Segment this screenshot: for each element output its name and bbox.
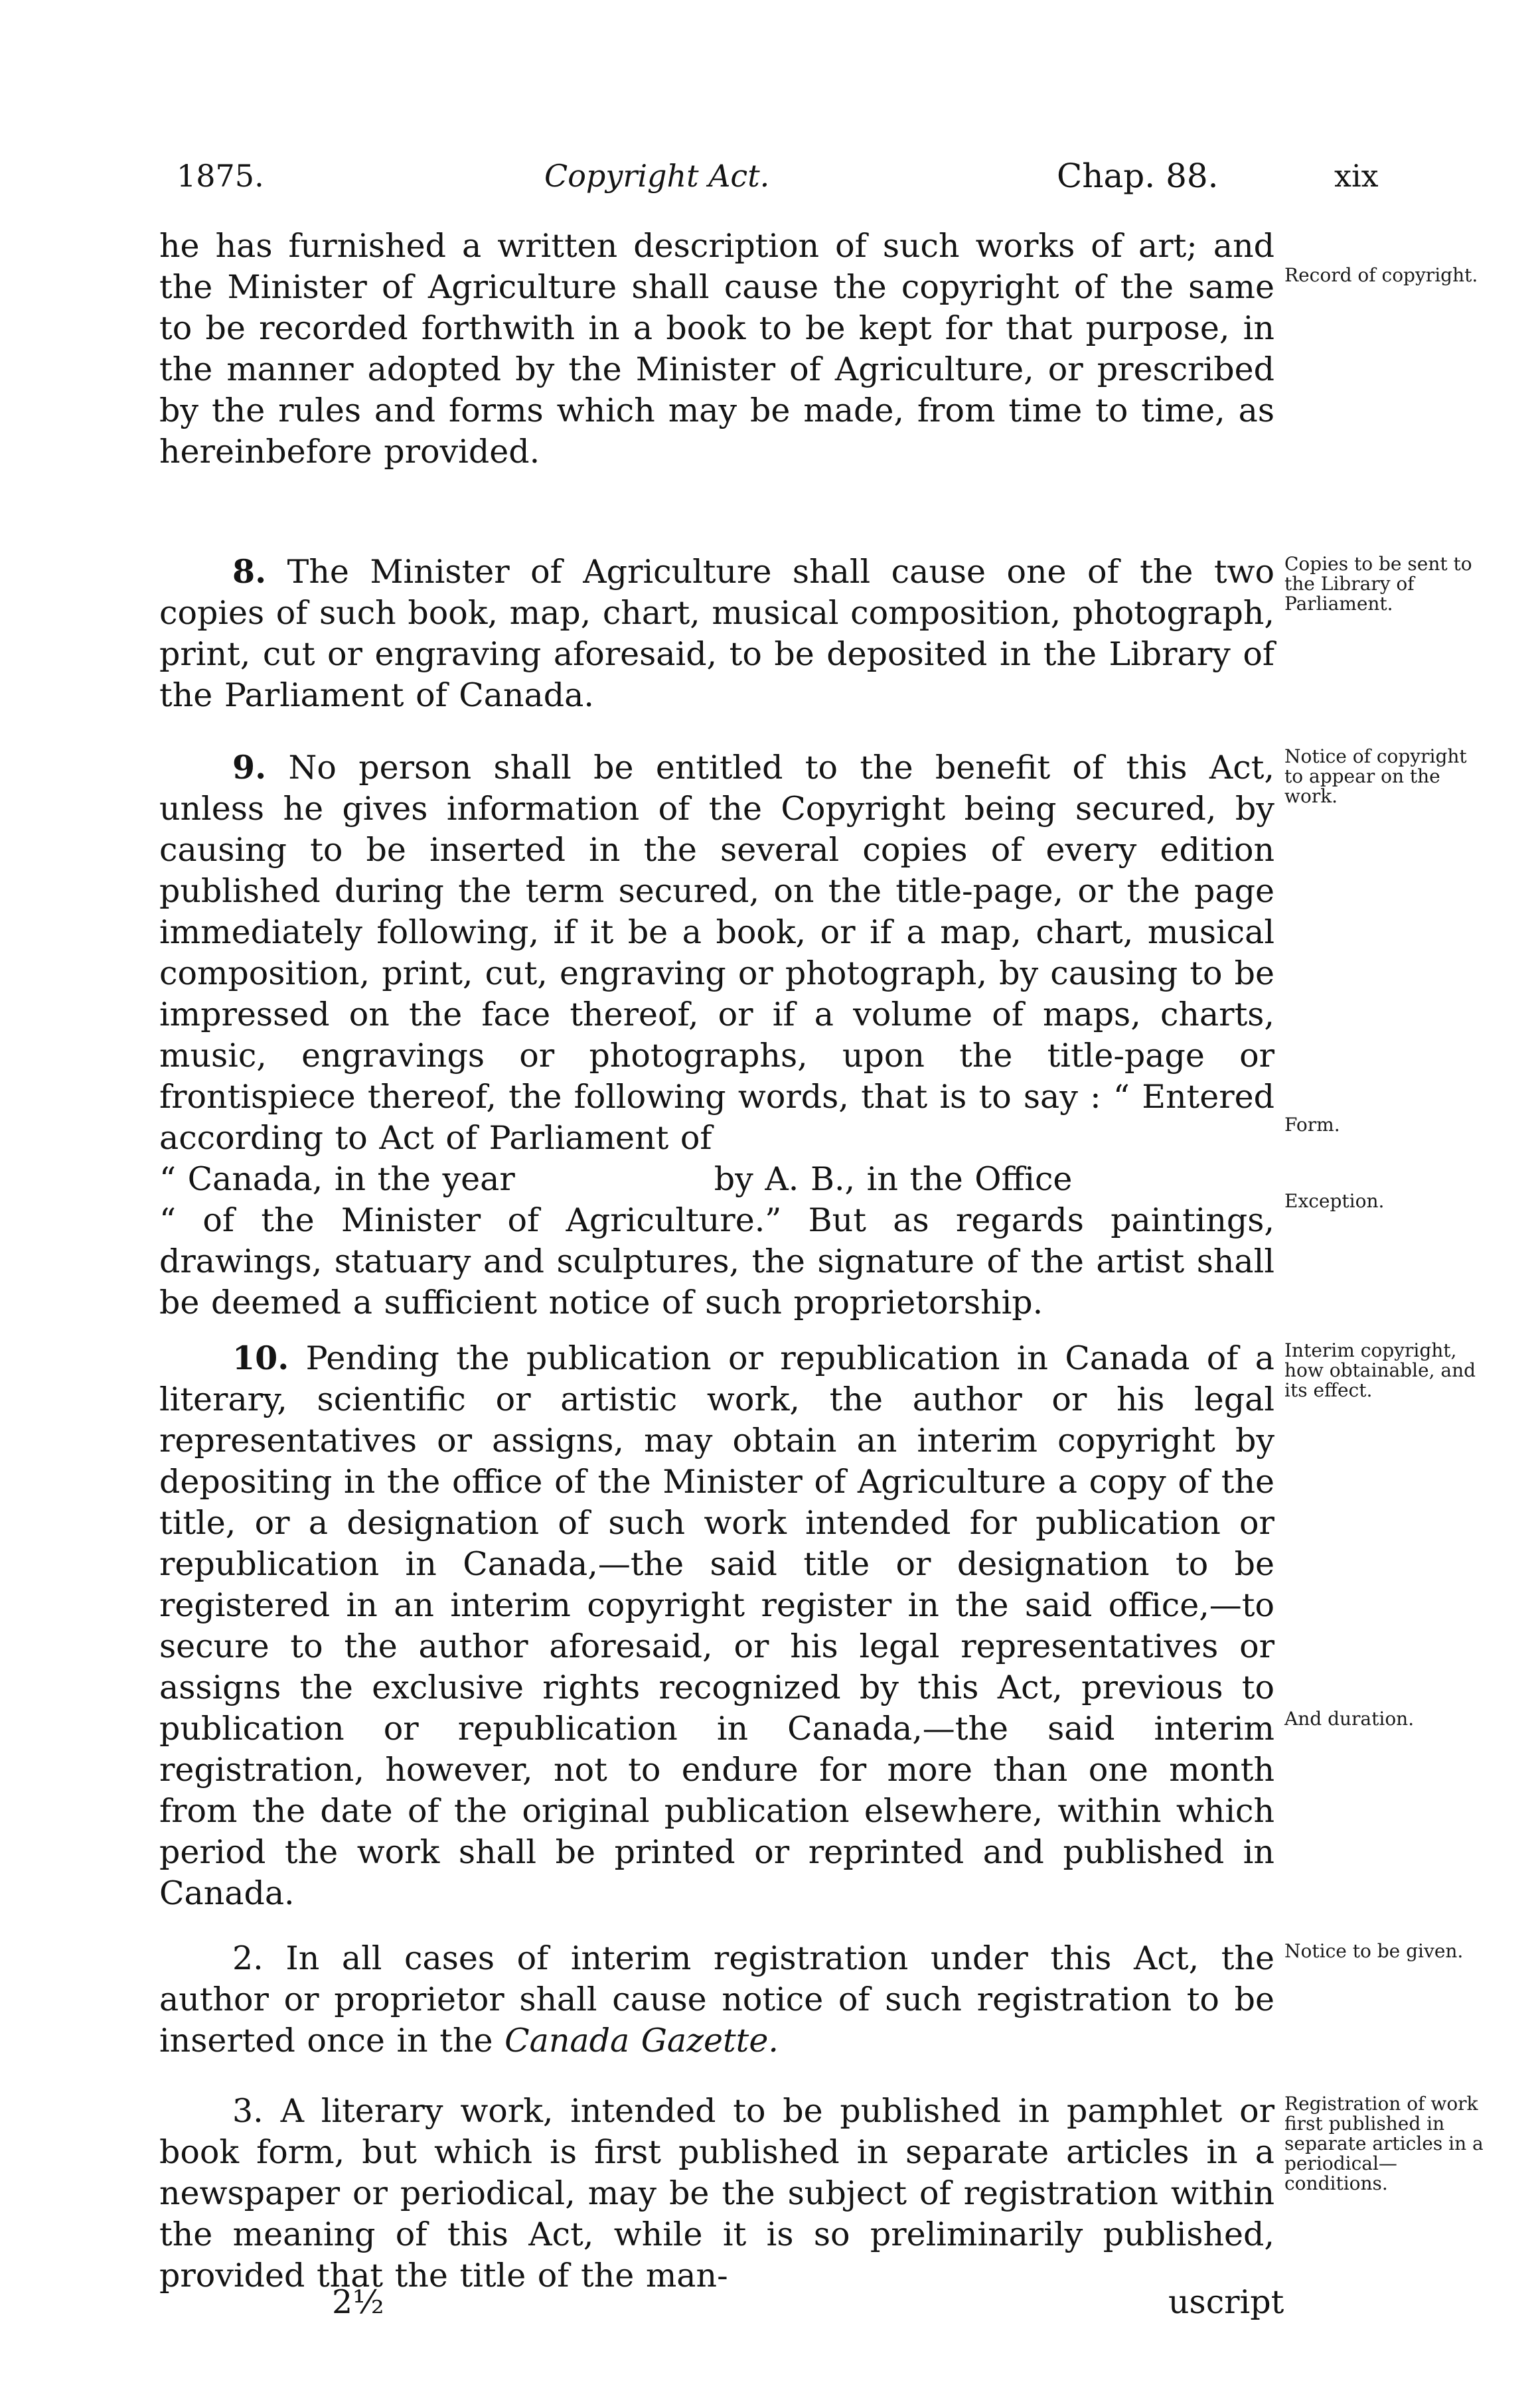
margin-note-exception: Exception. (1284, 1190, 1385, 1212)
running-header (0, 149, 1540, 202)
header-chapter: Chap. 88. (1057, 157, 1219, 195)
paragraph-text: The Minister of Agriculture shall cause one of the two copies of such book, map, chart, musical composition, photograph, print, cut or engraving aforesaid, to be deposited in the Library of the Parliament of Canada. (159, 553, 1274, 714)
subsection-3 (159, 2091, 1274, 2296)
margin-note-record: Record of copyright. (1284, 264, 1478, 286)
margin-note-notice: Notice of copyright to appear on the work. (1284, 745, 1467, 807)
margin-note-copies: Copies to be sent to the Library of Parliament. (1284, 553, 1472, 615)
form-line-start: “ Canada, in the year (159, 1160, 515, 1198)
signature-mark: 2½ (332, 2283, 384, 2321)
margin-note-interim: Interim copyright, how obtainable, and its effect. (1284, 1339, 1476, 1401)
section-8 (159, 551, 1274, 716)
paragraph-text: In all cases of interim registration under this Act, the author or proprietor shall cause notice of such registration to be inserted once in the (159, 1939, 1274, 2060)
paragraph-text: No person shall be entitled to the benefit of this Act, unless he gives information of the Copyright being secured, by causing to be inserted in the several copies of every edition published during the term secured, on the title-page, or the page immediately following, if it be a book, or if a map, chart, musical composition, print, cut, engraving or photograph, by causing to be impressed on the face thereof, or if a volume of maps, charts, music, engravings or photographs, upon the title-page or frontispiece thereof, the following words, that is to say : “ Entered according to Act of Parliament of (159, 749, 1274, 1157)
paragraph-text: A literary work, intended to be published in pamphlet or book form, but which is first published in separate articles in a newspaper or periodical, may be the subject of registration within the meaning of this Act, while it is so preliminarily published, provided that the title of the man- (159, 2092, 1274, 2295)
margin-note-registration: Registration of work first published in separate articles in a periodical—conditions. (1284, 2093, 1484, 2194)
paragraph-text: Pending the publication or republication in Canada of a literary, scientific or artistic work, the author or his legal representatives or assigns, may obtain an interim copyright by depositing in the office of the Minister of Agriculture a copy of the title, or a designation of such work intended for publication or republication in Canada,—the said title or designation to be registered in an interim copyright register in the said office,—to secure to the author aforesaid, or his legal representatives or assigns the exclusive rights recognized by this Act, previous to publication or republication in Canada,—the said interim registration, however, not to endure for more than one month from the date of the original publication elsewhere, within which period the work shall be printed or reprinted and published in Canada. (159, 1339, 1275, 1912)
subsection-number: 3. (232, 2092, 264, 2130)
catchword: uscript (1168, 2283, 1284, 2321)
header-page-number: xix (1334, 158, 1379, 194)
section-9 (159, 747, 1274, 1323)
margin-note-duration: And duration. (1284, 1708, 1415, 1730)
margin-note-form: Form. (1284, 1114, 1340, 1136)
section-10 (159, 1337, 1274, 1914)
section-number: 10. (232, 1339, 289, 1377)
section-continuation (159, 226, 1274, 473)
gazette-title: Canada Gazette. (504, 2022, 779, 2060)
paragraph-text: he has furnished a written description of such works of art; and the Minister of Agriculture shall cause the copyright of the same to be recorded forthwith in a book to be kept for that purpose, in the manner adopted by the Minister of Agriculture, or prescribed by the rules and forms which may be made, from time to time, as hereinbefore provided. (159, 227, 1274, 471)
form-line-continuation: “ of the Minister of Agriculture.” But as regards paintings, drawings, statuary and sculptures, the signature of the artist shall be deemed a sufficient notice of such proprietorship. (159, 1201, 1274, 1321)
header-year: 1875. (177, 158, 264, 194)
margin-note-given: Notice to be given. (1284, 1940, 1464, 1962)
section-number: 8. (232, 552, 267, 591)
form-line-end: by A. B., in the Office (714, 1160, 1073, 1198)
header-title: Copyright Act. (544, 158, 770, 194)
section-number: 9. (232, 748, 267, 787)
subsection-number: 2. (232, 1939, 264, 1977)
subsection-2 (159, 1938, 1274, 2062)
